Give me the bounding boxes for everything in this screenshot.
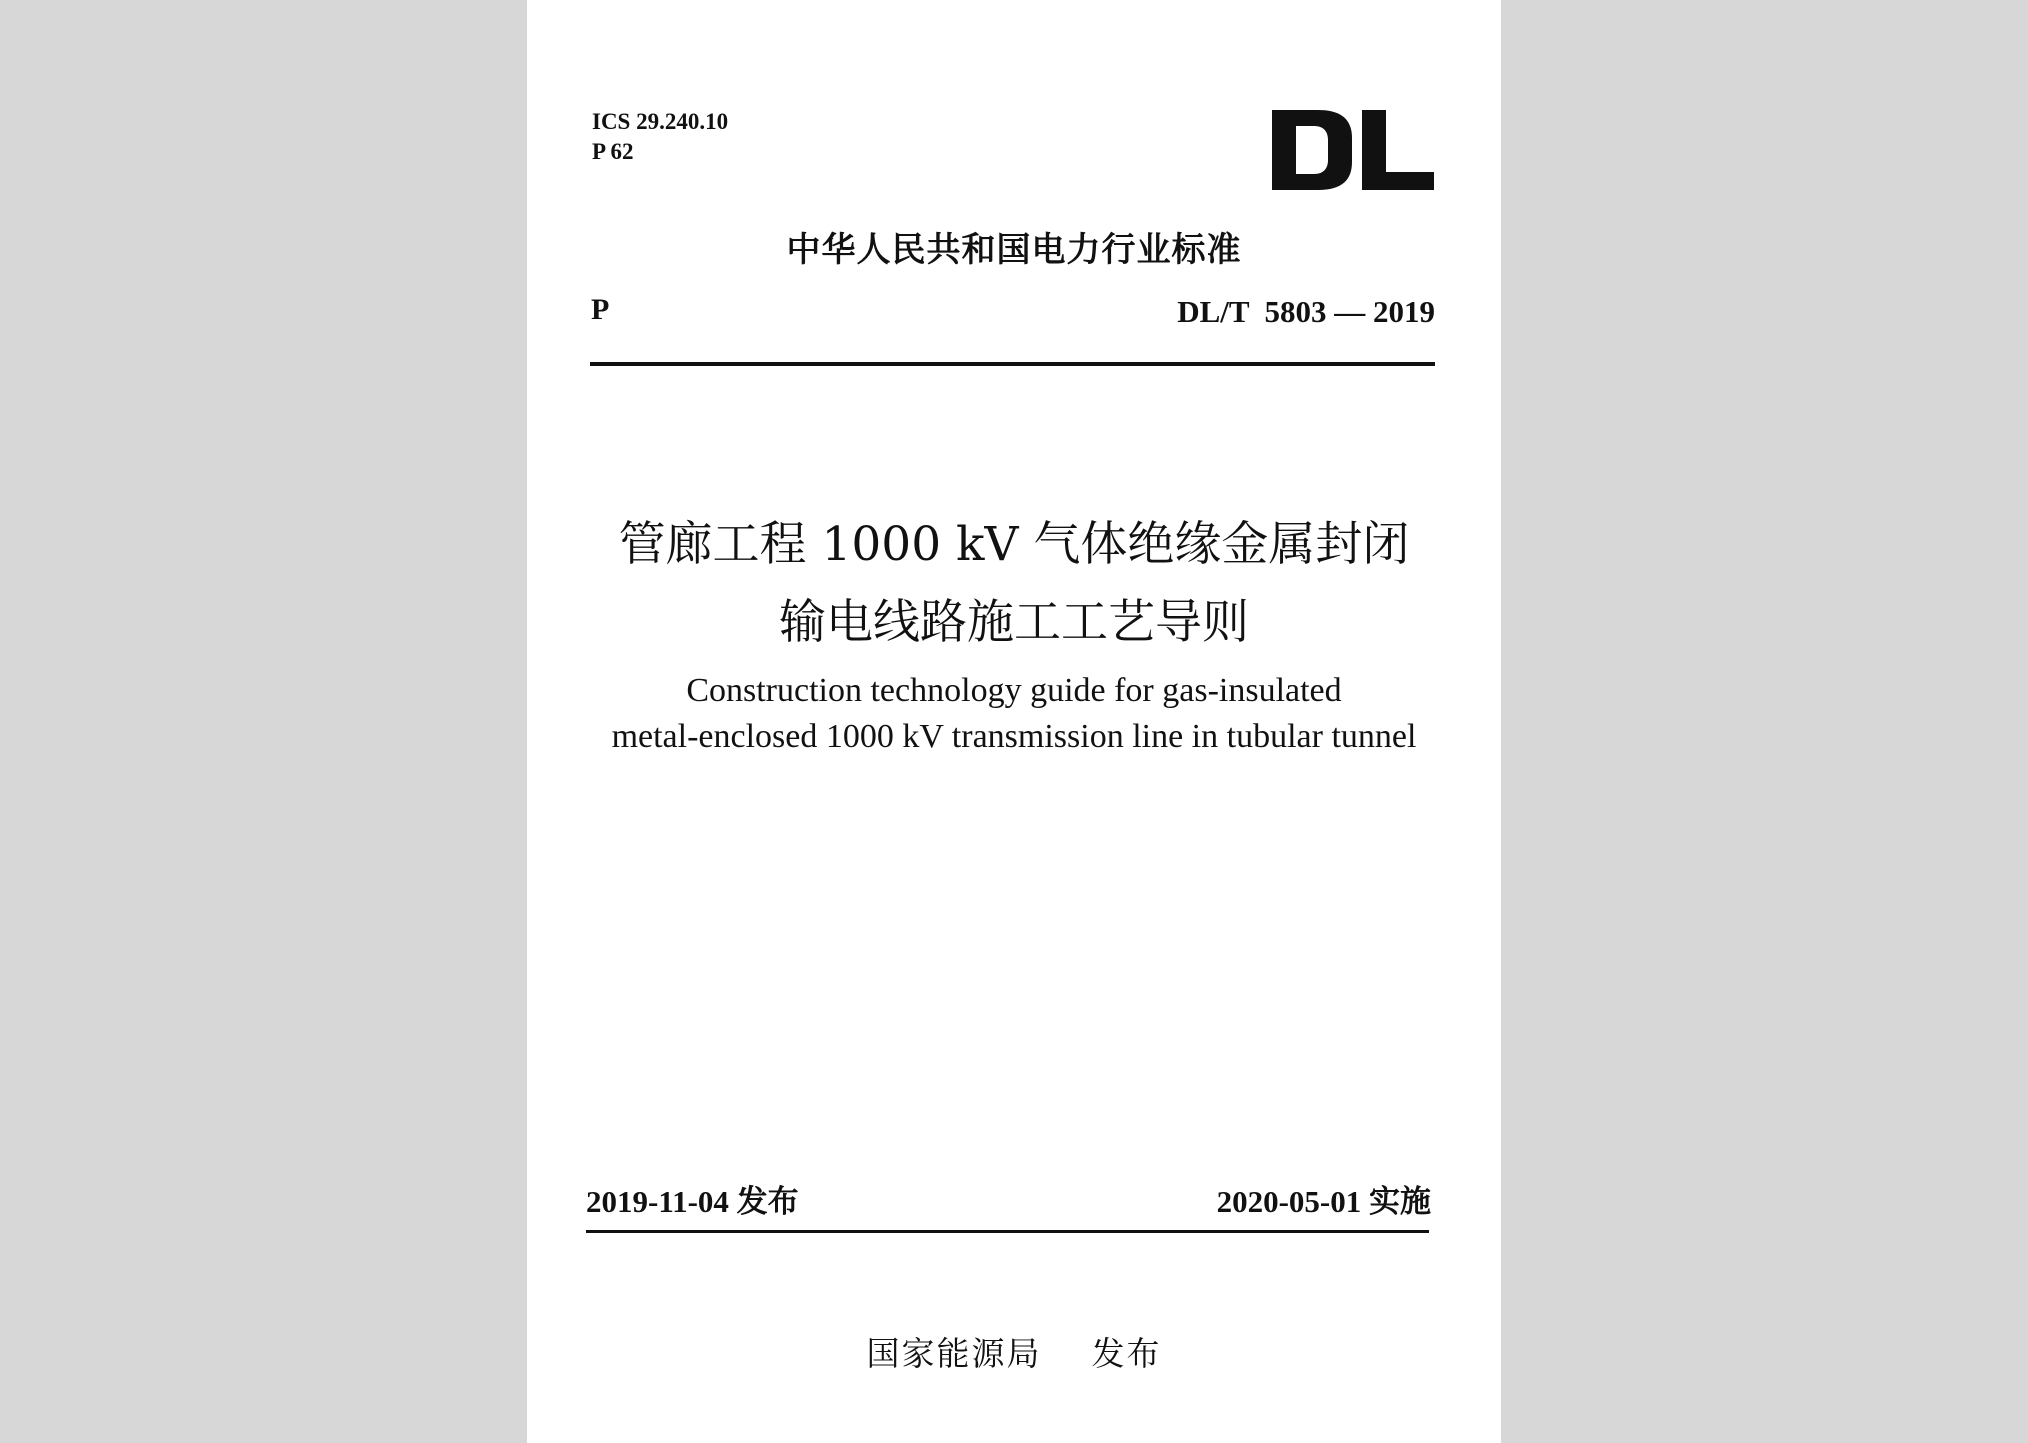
title-chinese-line-1: 管廊工程 1000 kV 气体绝缘金属封闭	[618, 517, 1410, 572]
dl-logo	[1272, 110, 1434, 190]
title-english-line-2: metal-enclosed 1000 kV transmission line in tubular tunnel	[611, 718, 1417, 755]
standard-category: P	[591, 293, 610, 326]
implementation-date: 2020-05-01 实施	[1216, 1184, 1431, 1219]
issue-date: 2019-11-04 发布	[586, 1184, 799, 1219]
publisher: 国家能源局 发布	[866, 1334, 1162, 1373]
ics-code: ICS 29.240.10	[592, 109, 729, 134]
title-english-line-1: Construction technology guide for gas-insulated	[686, 672, 1342, 709]
standard-number: DL/T 5803 — 2019	[1177, 294, 1435, 329]
classification-codes	[592, 107, 728, 167]
dl-logo-mark	[1272, 110, 1434, 190]
header-divider	[590, 362, 1435, 366]
standard-organization: 中华人民共和国电力行业标准	[786, 230, 1242, 270]
title-english	[527, 668, 1501, 760]
ccs-code: P 62	[592, 139, 634, 164]
title-chinese-line-2: 输电线路施工工艺导则	[779, 595, 1249, 650]
title-chinese	[527, 506, 1501, 662]
document-page	[527, 0, 1501, 1443]
footer-divider	[586, 1230, 1429, 1233]
